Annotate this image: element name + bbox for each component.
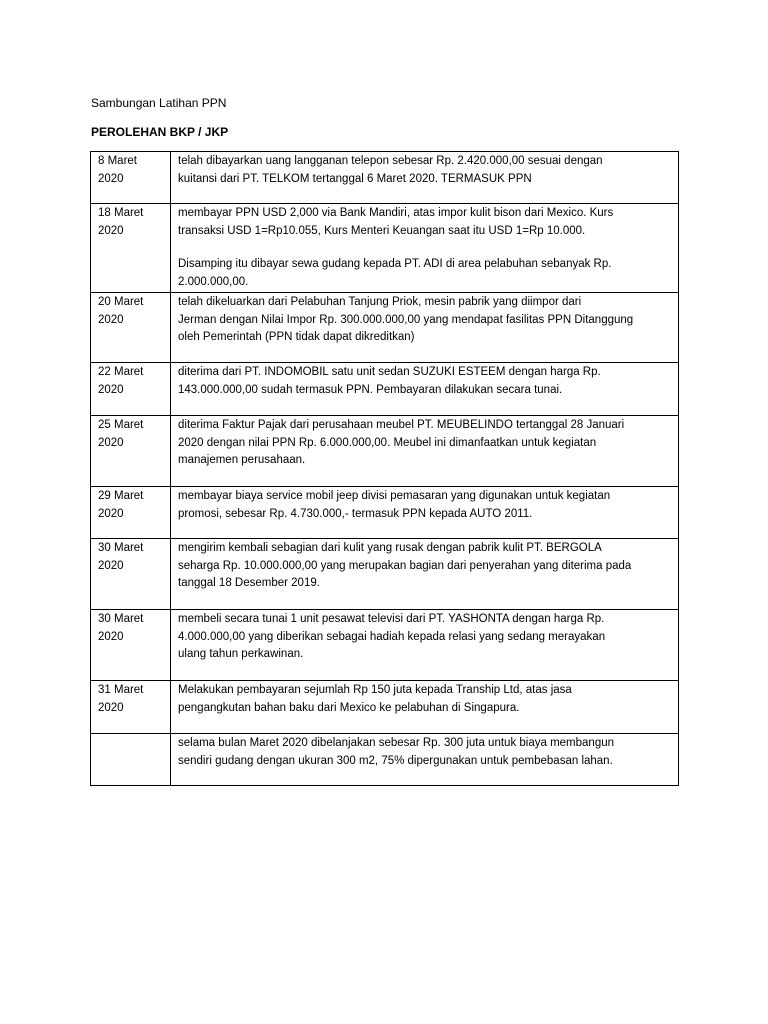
date-text: 30 Maret 2020 (98, 613, 144, 643)
description-text: selama bulan Maret 2020 dibelanjakan sebesar Rp. 300 juta untuk biaya membangun sendiri gudang dengan ukuran 300 m2, 75% dipergunakan untuk pembebasan lahan. (178, 737, 615, 767)
document-title: Sambungan Latihan PPN (91, 96, 227, 110)
date-text: 18 Maret 2020 (98, 207, 144, 237)
description-cell (171, 416, 679, 487)
table-row (91, 293, 679, 363)
date-text: 31 Maret 2020 (98, 684, 144, 714)
table-row (91, 487, 679, 539)
description-cell (171, 487, 679, 539)
date-cell (91, 610, 171, 681)
date-text: 30 Maret 2020 (98, 542, 144, 572)
date-cell (91, 152, 171, 204)
date-text: 25 Maret 2020 (98, 419, 144, 449)
date-cell (91, 487, 171, 539)
description-cell (171, 293, 679, 363)
date-cell (91, 363, 171, 416)
description-cell (171, 539, 679, 610)
table-row (91, 363, 679, 416)
date-cell (91, 539, 171, 610)
description-text: telah dikeluarkan dari Pelabuhan Tanjung Priok, mesin pabrik yang diimpor dari Jerman dengan Nilai Impor Rp. 300.000.000,00 yang mendapat fasilitas PPN Ditanggung oleh Pemerintah (PPN tidak dapat dikreditkan) (178, 296, 634, 343)
description-text: membayar PPN USD 2,000 via Bank Mandiri, atas impor kulit bison dari Mexico. Kurs transaksi USD 1=Rp10.055, Kurs Menteri Keuangan saat itu USD 1=Rp 10.000. (178, 207, 614, 237)
date-text: 22 Maret 2020 (98, 366, 144, 396)
table-row (91, 204, 679, 293)
description-cell (171, 681, 679, 734)
date-text: 20 Maret 2020 (98, 296, 144, 326)
date-cell (91, 416, 171, 487)
date-cell (91, 734, 171, 786)
description-cell (171, 610, 679, 681)
date-cell (91, 204, 171, 293)
description-text: Disamping itu dibayar sewa gudang kepada PT. ADI di area pelabuhan sebanyak Rp. 2.000.000,00. (178, 258, 612, 288)
description-cell (171, 363, 679, 416)
table-row (91, 610, 679, 681)
description-text: mengirim kembali sebagian dari kulit yang rusak dengan pabrik kulit PT. BERGOLA seharga Rp. 10.000.000,00 yang merupakan bagian dari penyerahan yang diterima pada tanggal 18 Desember 2019. (178, 542, 632, 589)
paragraph-gap (178, 240, 672, 256)
description-text: telah dibayarkan uang langganan telepon sebesar Rp. 2.420.000,00 sesuai dengan kuitansi dari PT. TELKOM tertanggal 6 Maret 2020. TERMASUK PPN (178, 155, 603, 185)
section-heading: PEROLEHAN BKP / JKP (91, 125, 229, 139)
description-cell (171, 152, 679, 204)
table-row (91, 734, 679, 786)
date-cell (91, 681, 171, 734)
description-cell (171, 734, 679, 786)
date-cell (91, 293, 171, 363)
description-text: membayar biaya service mobil jeep divisi pemasaran yang digunakan untuk kegiatan promosi, sebesar Rp. 4.730.000,- termasuk PPN kepada AUTO 2011. (178, 490, 611, 520)
table-row (91, 416, 679, 487)
table-row (91, 539, 679, 610)
description-text: diterima Faktur Pajak dari perusahaan meubel PT. MEUBELINDO tertanggal 28 Januari 2020 dengan nilai PPN Rp. 6.000.000,00. Meubel ini dimanfaatkan untuk kegiatan manajemen perusahaan. (178, 419, 625, 466)
description-text: Melakukan pembayaran sejumlah Rp 150 juta kepada Tranship Ltd, atas jasa pengangkutan bahan baku dari Mexico ke pelabuhan di Singapura. (178, 684, 572, 714)
description-text: membeli secara tunai 1 unit pesawat televisi dari PT. YASHONTA dengan harga Rp. 4.000.000,00 yang diberikan sebagai hadiah kepada relasi yang sedang merayakan ulang tahun perkawinan. (178, 613, 606, 660)
table-row (91, 152, 679, 204)
transactions-table (90, 151, 679, 786)
description-text: diterima dari PT. INDOMOBIL satu unit sedan SUZUKI ESTEEM dengan harga Rp. 143.000.000,00 sudah termasuk PPN. Pembayaran dilakukan secara tunai. (178, 366, 601, 396)
table-row (91, 681, 679, 734)
date-text: 29 Maret 2020 (98, 490, 144, 520)
date-text: 8 Maret 2020 (98, 155, 137, 185)
description-cell (171, 204, 679, 293)
